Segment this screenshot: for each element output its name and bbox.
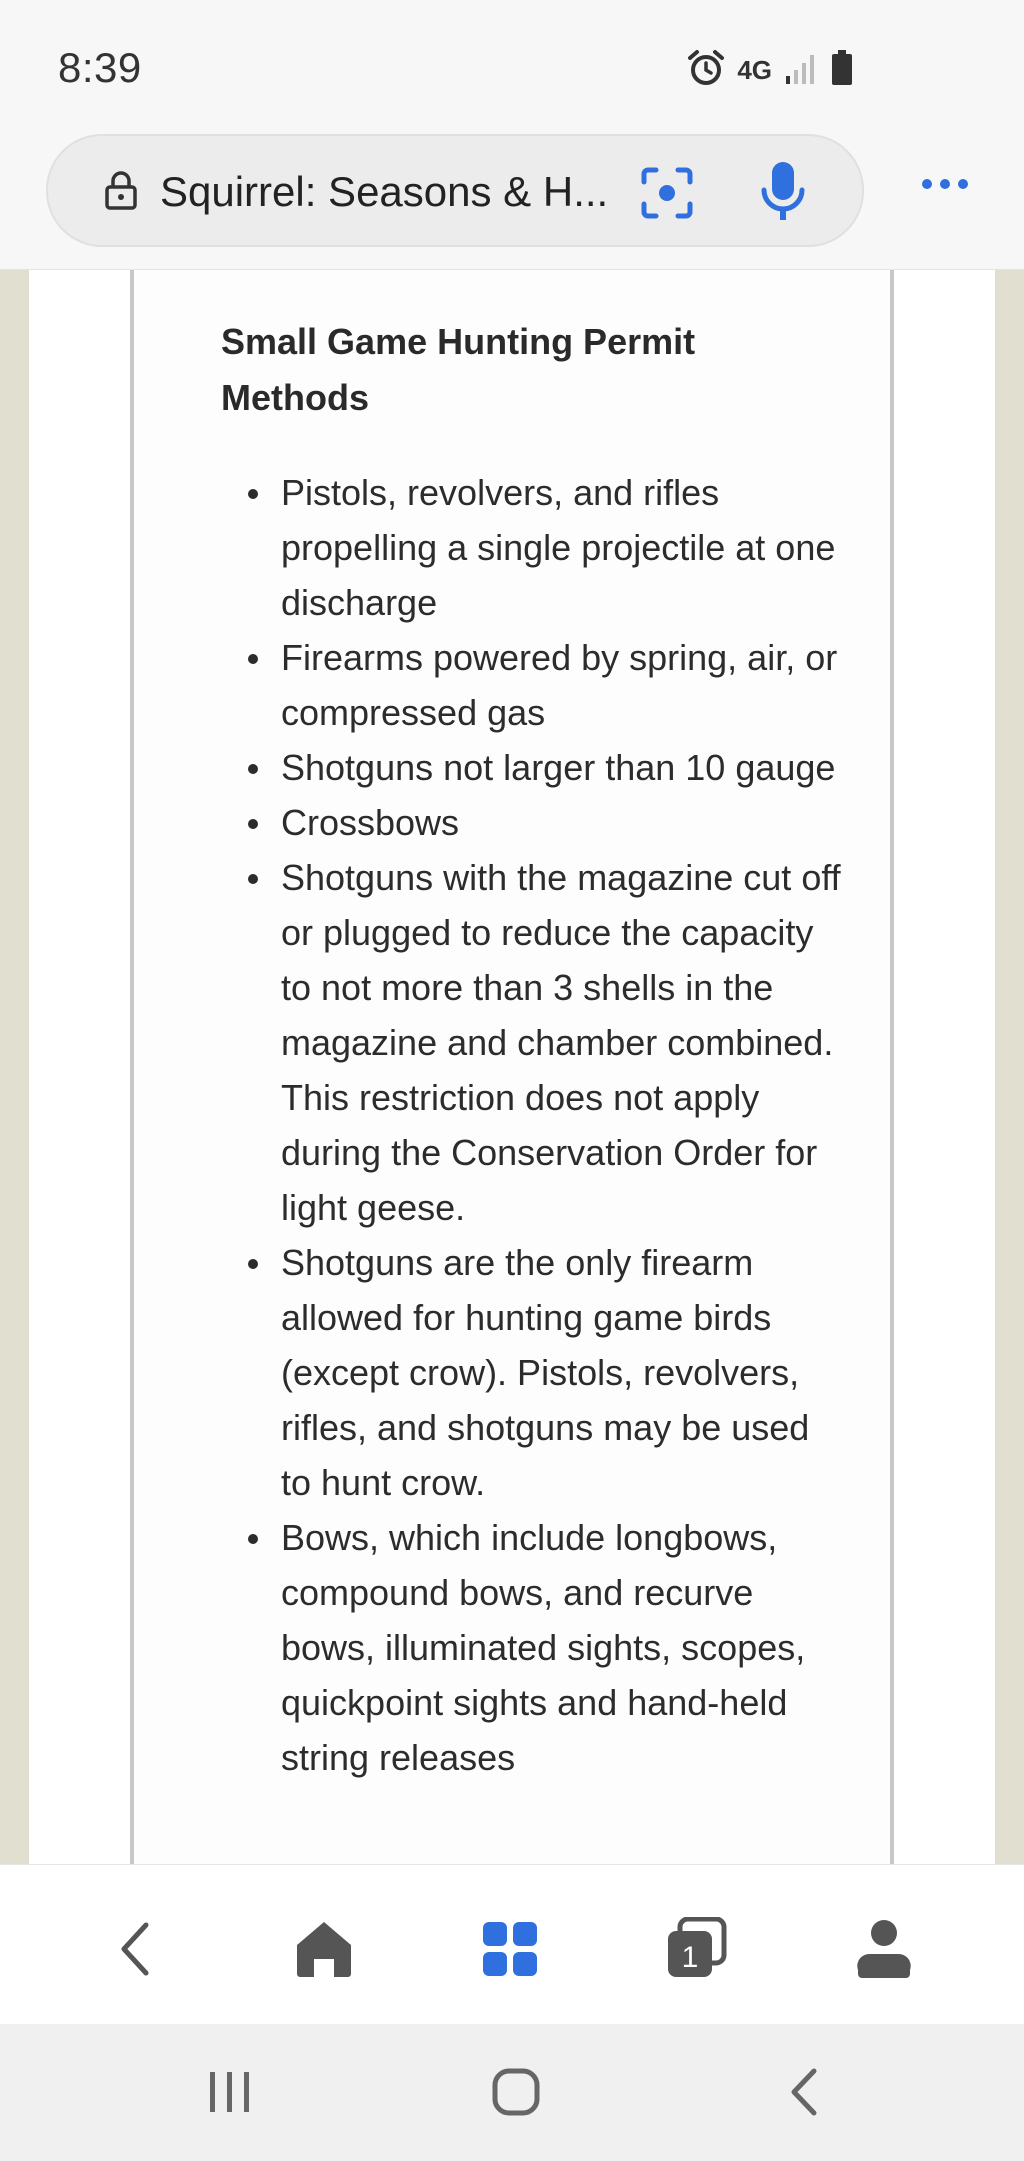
list-item: Bows, which include longbows, compound bows, and recurve bows, illuminated sights, scopes, quickpoint sights and hand-held string releases xyxy=(221,1510,841,1785)
status-icons xyxy=(687,50,854,90)
browser-address-bar xyxy=(0,134,1024,270)
network-4g-icon: 4G xyxy=(737,55,772,85)
system-nav-bar xyxy=(0,2024,1024,2161)
signal-icon xyxy=(784,52,818,89)
battery-icon xyxy=(830,50,854,91)
recents-icon[interactable] xyxy=(190,2060,270,2124)
tab-count: 1 xyxy=(681,1941,699,1974)
more-options-icon[interactable] xyxy=(920,176,970,197)
alarm-icon xyxy=(687,49,725,92)
status-time: 8:39 xyxy=(58,44,142,91)
visual-search-icon[interactable] xyxy=(638,164,696,227)
url-field[interactable] xyxy=(46,134,864,247)
list-item: Shotguns are the only firearm allowed for hunting game birds (except crow). Pistols, revolvers, rifles, and shotguns may be used to hunt crow. xyxy=(221,1235,841,1510)
tabs-icon[interactable] xyxy=(656,1909,736,1989)
web-page xyxy=(0,270,1024,1864)
lock-icon xyxy=(104,170,138,215)
home-circle-icon[interactable] xyxy=(476,2060,556,2124)
page-body xyxy=(29,270,995,1864)
mic-icon[interactable] xyxy=(758,160,808,229)
list-item: Shotguns with the magazine cut off or plugged to reduce the capacity to not more than 3 shells in the magazine and chamber combined. This restriction does not apply during the Conservation Order for light geese. xyxy=(221,850,841,1235)
system-back-icon[interactable] xyxy=(764,2060,844,2124)
back-icon[interactable] xyxy=(96,1909,176,1989)
list-item: Crossbows xyxy=(221,795,841,850)
methods-list xyxy=(221,465,841,1785)
apps-grid-icon[interactable] xyxy=(470,1909,550,1989)
url-title[interactable]: Squirrel: Seasons & H... xyxy=(160,168,609,215)
status-bar xyxy=(0,0,1024,134)
account-icon[interactable] xyxy=(844,1909,924,1989)
content-box xyxy=(130,270,894,1864)
section-heading: Small Game Hunting Permit Methods xyxy=(221,321,696,418)
home-icon[interactable] xyxy=(284,1909,364,1989)
list-item: Pistols, revolvers, and rifles propelling a single projectile at one discharge xyxy=(221,465,841,630)
browser-toolbar xyxy=(0,1864,1024,2024)
list-item: Firearms powered by spring, air, or compressed gas xyxy=(221,630,841,740)
list-item: Shotguns not larger than 10 gauge xyxy=(221,740,841,795)
